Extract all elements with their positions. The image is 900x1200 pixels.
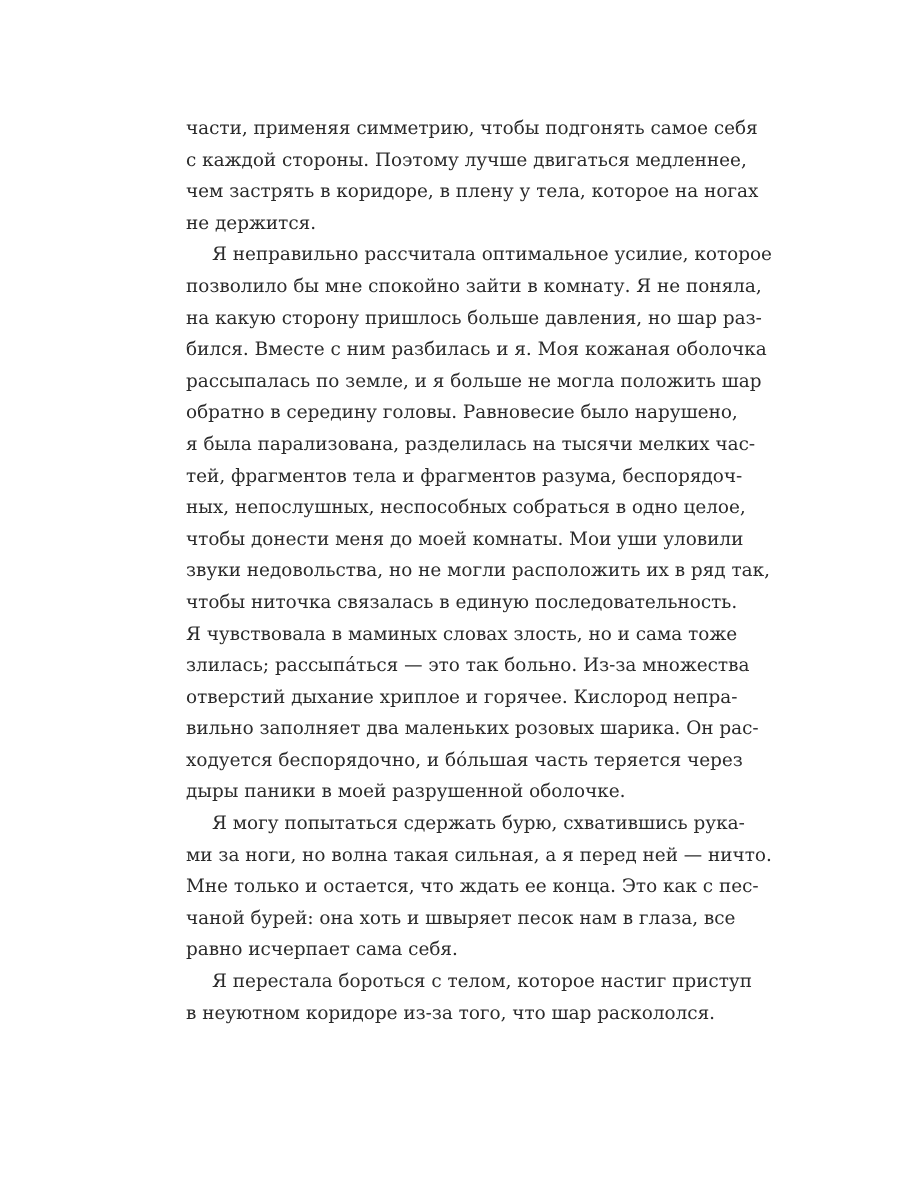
text-line: тей, фрагментов тела и фрагментов разума, беспорядоч- (186, 465, 743, 487)
text-line: части, применяя симметрию, чтобы подгонять самое себя (186, 118, 758, 139)
text-line: Я чувствовала в маминых словах злость, но и сама тоже (186, 623, 738, 645)
text-line: злилась; рассыпáться — это так больно. Из-за множества (186, 655, 750, 677)
body-text (186, 113, 772, 1029)
text-line: с каждой стороны. Поэтому лучше двигаться медленнее, (186, 149, 747, 171)
text-line: вильно заполняет два маленьких розовых шарика. Он рас- (186, 718, 759, 740)
text-line: дыры паники в моей разрушенной оболочке. (186, 781, 626, 803)
paragraph (186, 239, 772, 808)
text-line: Я могу попытаться сдержать бурю, схватившись рука- (212, 813, 745, 835)
text-line: обратно в середину головы. Равновесие было нарушено, (186, 402, 738, 424)
text-line: ных, непослушных, неспособных собраться в одно целое, (186, 497, 746, 519)
text-line: Я неправильно рассчитала оптимальное усилие, которое (212, 244, 772, 266)
text-line: равно исчерпает сама себя. (186, 939, 458, 961)
text-line: не держится. (186, 212, 317, 234)
text-line: я была парализована, разделилась на тысячи мелких час- (186, 433, 756, 455)
text-line: на какую сторону пришлось больше давления, но шар раз- (186, 307, 762, 329)
text-line: бился. Вместе с ним разбилась и я. Моя кожаная оболочка (186, 339, 767, 361)
text-line: позволило бы мне спокойно зайти в комнату. Я не поняла, (186, 275, 762, 297)
text-line: Мне только и остается, что ждать ее конца. Это как с пес- (186, 876, 759, 898)
text-line: в неуютном коридоре из-за того, что шар раскололся. (186, 1002, 716, 1024)
text-line: звуки недовольства, но не могли расположить их в ряд так, (186, 560, 770, 582)
text-line: чаной бурей: она хоть и швыряет песок нам в глаза, все (186, 907, 736, 929)
text-line: отверстий дыхание хриплое и горячее. Кислород непра- (186, 686, 738, 708)
paragraph (186, 966, 752, 1029)
text-line: чем застрять в коридоре, в плену у тела, которое на ногах (186, 181, 759, 203)
text-line: ми за ноги, но волна такая сильная, а я перед ней — ничто. (186, 844, 772, 866)
text-line: ходуется беспорядочно, и бóльшая часть теряется через (186, 749, 743, 771)
text-line: чтобы донести меня до моей комнаты. Мои уши уловили (186, 528, 744, 550)
text-line: Я перестала бороться с телом, которое настиг приступ (212, 971, 752, 993)
paragraph (186, 808, 772, 966)
text-line: чтобы ниточка связалась в единую последовательность. (186, 591, 738, 613)
text-line: рассыпалась по земле, и я больше не могла положить шар (186, 370, 762, 392)
paragraph (186, 113, 759, 239)
